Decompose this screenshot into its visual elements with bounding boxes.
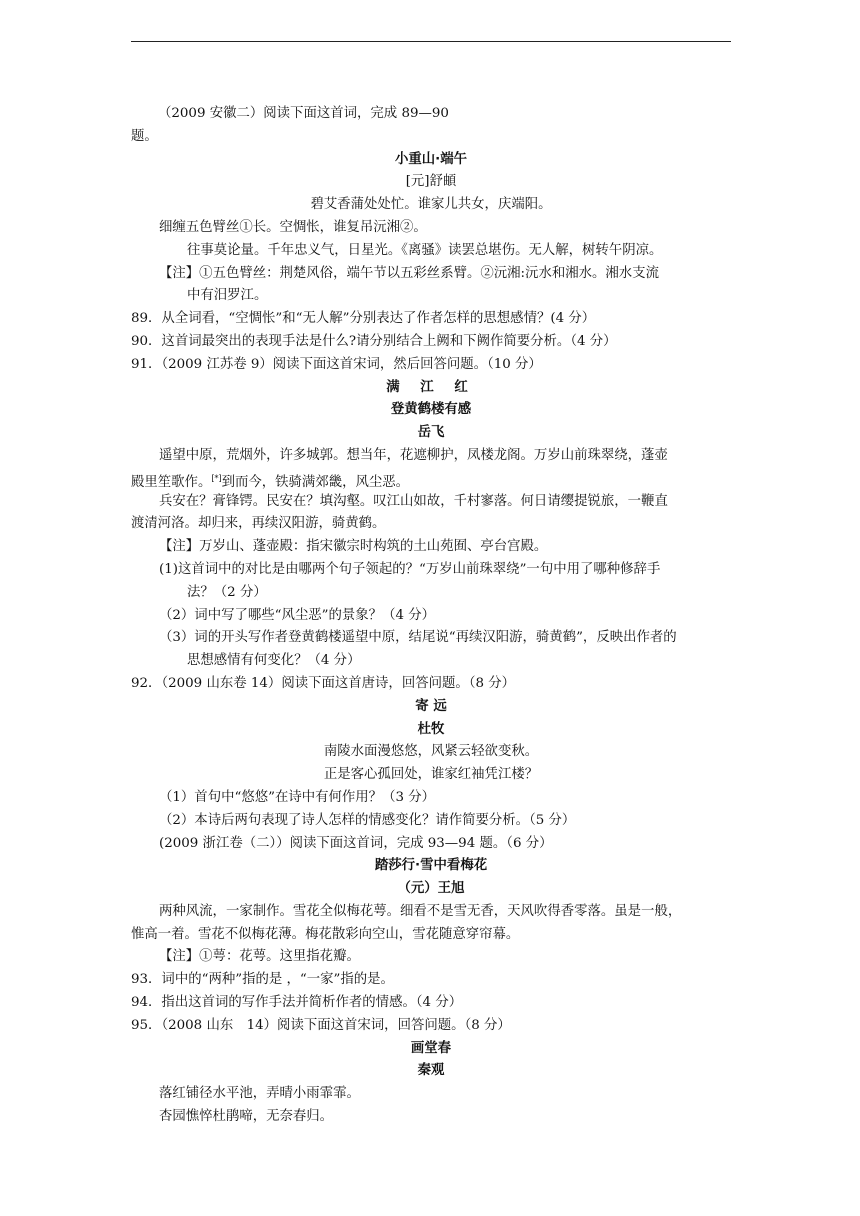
text-line [131, 787, 731, 810]
text-line [131, 263, 731, 286]
line-text: 杜牧 [417, 721, 445, 737]
text-line [131, 126, 731, 149]
line-text: 寄 远 [415, 698, 447, 714]
line-text: 题。 [131, 128, 158, 144]
text-line [131, 491, 731, 514]
text-line [131, 422, 731, 445]
line-text: 正是客心孤回处，谁家红袖凭江楼？ [323, 767, 539, 783]
text-line [131, 673, 731, 696]
text-line [131, 285, 731, 308]
text-line [131, 719, 731, 742]
line-text: 90．这首词最突出的表现手法是什么?请分别结合上阙和下阙作简要分析。（4 分） [131, 333, 617, 349]
text-line [131, 878, 731, 901]
line-text: （2）词中写了哪些“风尘恶”的景象？（4 分） [159, 607, 436, 623]
text-line [131, 582, 731, 605]
line-text: 89．从全词看，“空惆怅”和“无人解”分别表达了作者怎样的思想感情？(4 分） [131, 311, 596, 327]
line-text: 兵安在？膏锋锷。民安在？填沟壑。叹江山如故，千村寥落。何日请缨提锐旅，一鞭直 [159, 493, 668, 509]
line-text: 渡清河洛。却归来，再续汉阳游，骑黄鹤。 [131, 516, 386, 532]
line-text: 杏园憔悴杜鹃啼，无奈春归。 [159, 1109, 334, 1125]
text-line [131, 194, 731, 217]
line-text: (1)这首词中的对比是由哪两个句子领起的？“万岁山前珠翠绕”一句中用了哪种修辞手 [159, 561, 661, 577]
line-text: 【注】①五色臂丝：荆楚风俗，端午节以五彩丝系臂。②沅湘:沅水和湘水。湘水支流 [159, 265, 659, 281]
line-text: 小重山·端午 [394, 151, 468, 167]
line-text: 惟高一着。雪花不似梅花薄。梅花散彩向空山，雪花随意穿帘幕。 [131, 926, 520, 942]
text-line [131, 605, 731, 628]
line-text: 登黄鹤楼有感 [390, 402, 472, 418]
line-text: 碧艾香蒲处处忙。谁家儿共女，庆端阳。 [310, 197, 552, 213]
text-line [131, 901, 731, 924]
text-line [131, 377, 731, 400]
line-text: 南陵水面漫悠悠，风紧云轻欲变秋。 [323, 744, 539, 760]
text-line [131, 1083, 731, 1106]
text-line [131, 217, 731, 240]
line-text: 往事莫论量。千年忠义气，日星光。《离骚》读罢总堪伤。无人解，树转午阴凉。 [187, 242, 663, 258]
line-text: 92．（2009 山东卷 14）阅读下面这首唐诗，回答问题。（8 分） [131, 675, 516, 691]
line-text-tail: 到而今，铁骑满郊畿，风尘恶。 [221, 474, 410, 490]
text-line [131, 559, 731, 582]
line-text: 94．指出这首词的写作手法并简析作者的情感。（4 分） [131, 995, 463, 1011]
text-line [131, 308, 731, 331]
text-line [131, 513, 731, 536]
text-line [131, 354, 731, 377]
line-text: 93．词中的“两种”指的是 ，“一家”指的是。 [131, 972, 394, 988]
line-text: （3）词的开头写作者登黄鹤楼遥望中原，结尾说“再续汉阳游，骑黄鹤”，反映出作者的 [159, 630, 677, 646]
text-line [131, 1015, 731, 1038]
line-text: (2009 浙江卷（二））阅读下面这首词，完成 93—94 题。（6 分） [159, 835, 553, 851]
line-text: 【注】①萼：花萼。这里指花瓣。 [159, 949, 360, 965]
text-line [131, 924, 731, 947]
line-text: 殿里笙歌作。 [131, 474, 212, 490]
line-text: 踏莎行·雪中看梅花 [374, 858, 488, 874]
line-text: （2）本诗后两句表现了诗人怎样的情感变化？请作简要分析。（5 分） [159, 812, 576, 828]
text-line [131, 855, 731, 878]
text-line [131, 946, 731, 969]
text-line [131, 103, 731, 126]
text-line [131, 468, 731, 491]
line-text: 【注】万岁山、蓬壶殿：指宋徽宗时构筑的土山苑囿、亭台宫殿。 [159, 539, 548, 555]
line-text: 中有汨罗江。 [187, 288, 268, 304]
text-line [131, 1038, 731, 1061]
text-line [131, 1106, 731, 1129]
line-text: 画堂春 [410, 1040, 452, 1056]
text-line [131, 171, 731, 194]
text-line [131, 696, 731, 719]
text-line [131, 810, 731, 833]
text-line [131, 399, 731, 422]
text-line [131, 627, 731, 650]
line-text: （1）首句中“悠悠”在诗中有何作用？（3 分） [159, 789, 436, 805]
text-line [131, 331, 731, 354]
line-text: （元）王旭 [397, 881, 465, 897]
line-text: 满 江 红 [386, 379, 476, 395]
line-text: 91．（2009 江苏卷 9）阅读下面这首宋词，然后回答问题。（10 分） [131, 356, 542, 372]
document-body [131, 103, 731, 1129]
text-line [131, 969, 731, 992]
line-text: （2009 安徽二）阅读下面这首词，完成 89—90 [158, 106, 449, 121]
text-line [131, 445, 731, 468]
text-line [131, 833, 731, 856]
text-line [131, 149, 731, 172]
line-text: 落红铺径水平池，弄晴小雨霏霏。 [159, 1086, 360, 1102]
text-line [131, 764, 731, 787]
header-rule [131, 41, 731, 42]
line-text: 秦观 [417, 1063, 445, 1079]
text-line [131, 536, 731, 559]
text-line [131, 992, 731, 1015]
line-text: 细缠五色臂丝①长。空惆怅，谁复吊沅湘②。 [159, 219, 427, 235]
line-text: 遥望中原，荒烟外，许多城郭。想当年，花遮柳护，凤楼龙阁。万岁山前珠翠绕，蓬壶 [159, 447, 668, 463]
text-line [131, 240, 731, 263]
line-text: [元]舒頔 [405, 174, 457, 190]
footnote-marker: [*] [211, 473, 222, 483]
line-text: 两种风流，一家制作。雪花全似梅花萼。细看不是雪无香，天风吹得香零落。虽是一般， [159, 903, 682, 919]
text-line [131, 650, 731, 673]
line-text: 95．（2008 山东 14）阅读下面这首宋词，回答问题。（8 分） [131, 1017, 511, 1033]
line-text: 法？（2 分） [187, 584, 267, 600]
text-line [131, 741, 731, 764]
line-text: 思想感情有何变化？（4 分） [187, 653, 361, 669]
line-text: 岳飞 [417, 425, 445, 441]
text-line [131, 1060, 731, 1083]
